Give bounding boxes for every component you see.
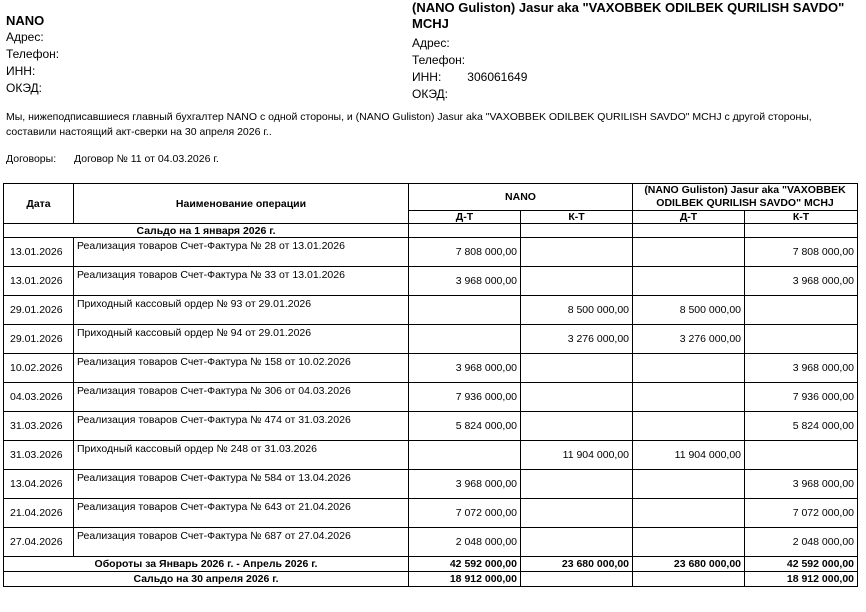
row-operation: Приходный кассовый ордер № 94 от 29.01.2026 [74,325,409,354]
row-nano-debit [409,441,521,470]
turnover-d2: 23 680 000,00 [633,557,745,572]
party1-credit-header: К-Т [521,211,633,224]
row-operation: Приходный кассовый ордер № 248 от 31.03.2026 [74,441,409,470]
turnover-d1: 42 592 000,00 [409,557,521,572]
turnover-label: Обороты за Январь 2026 г. - Апрель 2026 г. [4,557,409,572]
row-partner-credit: 7 936 000,00 [745,383,858,412]
table-row [4,470,858,499]
row-nano-debit: 2 048 000,00 [409,528,521,557]
row-operation: Реализация товаров Счет-Фактура № 306 от 04.03.2026 [74,383,409,412]
table-row [4,383,858,412]
row-date: 31.03.2026 [4,441,74,470]
row-partner-debit [633,354,745,383]
contracts-line [6,153,219,165]
intro-line1: Мы, нижеподписавшиеся главный бухгалтер NANO с одной стороны, и (NANO Guliston) Jasur aka "VAXOBBEK ODILBEK QURILISH SAVDO" MCHJ с другой стороны, [6,111,812,123]
row-partner-debit: 3 276 000,00 [633,325,745,354]
row-nano-credit: 11 904 000,00 [521,441,633,470]
row-partner-debit [633,528,745,557]
row-partner-debit [633,238,745,267]
table-row [4,238,858,267]
party1-header: NANO [409,184,633,211]
row-date: 29.01.2026 [4,296,74,325]
row-partner-credit: 7 808 000,00 [745,238,858,267]
row-partner-debit [633,267,745,296]
party2-debit-header: Д-Т [633,211,745,224]
intro-text [6,110,858,140]
row-nano-debit: 3 968 000,00 [409,354,521,383]
table-row [4,296,858,325]
row-nano-credit [521,470,633,499]
row-nano-debit: 3 968 000,00 [409,470,521,499]
closing-balance-label: Сальдо на 30 апреля 2026 г. [4,572,409,587]
party1-debit-header: Д-Т [409,211,521,224]
table-row [4,354,858,383]
row-partner-credit: 7 072 000,00 [745,499,858,528]
row-operation: Реализация товаров Счет-Фактура № 584 от 13.04.2026 [74,470,409,499]
row-nano-credit [521,412,633,441]
row-operation: Реализация товаров Счет-Фактура № 687 от 27.04.2026 [74,528,409,557]
opening-balance-label: Сальдо на 1 января 2026 г. [4,224,409,238]
table-row [4,499,858,528]
right-address-label: Адрес: [412,36,450,50]
row-partner-credit: 3 968 000,00 [745,267,858,296]
row-partner-debit: 11 904 000,00 [633,441,745,470]
opening-balance-row [4,224,858,238]
left-phone-label: Телефон: [6,47,60,61]
row-nano-debit: 7 072 000,00 [409,499,521,528]
opening-k1 [521,224,633,238]
row-nano-credit [521,354,633,383]
row-partner-debit [633,470,745,499]
row-date: 13.01.2026 [4,267,74,296]
row-date: 29.01.2026 [4,325,74,354]
table-row [4,528,858,557]
opening-d2 [633,224,745,238]
row-operation: Приходный кассовый ордер № 93 от 29.01.2026 [74,296,409,325]
left-party-block [6,13,61,97]
contracts-label: Договоры: [6,153,57,165]
row-partner-debit [633,499,745,528]
row-partner-credit: 5 824 000,00 [745,412,858,441]
row-operation: Реализация товаров Счет-Фактура № 33 от 13.01.2026 [74,267,409,296]
contracts-value: Договор № 11 от 04.03.2026 г. [74,153,219,165]
row-partner-credit [745,296,858,325]
row-nano-debit: 7 936 000,00 [409,383,521,412]
table-header-row [4,184,858,211]
right-party-name-line2: MCHJ [412,16,449,31]
table-row [4,267,858,296]
right-party-name-line1: (NANO Guliston) Jasur aka "VAXOBBEK ODILBEK QURILISH SAVDO" [412,0,845,15]
row-nano-debit [409,325,521,354]
closing-d2 [633,572,745,587]
closing-k1 [521,572,633,587]
row-partner-debit: 8 500 000,00 [633,296,745,325]
col-date-header: Дата [4,184,74,224]
table-row [4,441,858,470]
row-nano-credit [521,499,633,528]
row-partner-credit [745,441,858,470]
right-inn-value: 306061649 [467,70,528,84]
row-date: 04.03.2026 [4,383,74,412]
turnover-k2: 42 592 000,00 [745,557,858,572]
left-party-name: NANO [6,13,45,28]
row-partner-debit [633,383,745,412]
row-partner-credit: 3 968 000,00 [745,470,858,499]
row-date: 13.01.2026 [4,238,74,267]
row-partner-credit: 3 968 000,00 [745,354,858,383]
row-date: 10.02.2026 [4,354,74,383]
row-nano-credit [521,528,633,557]
opening-d1 [409,224,521,238]
row-nano-credit [521,267,633,296]
right-inn-label: ИНН: [412,70,442,84]
left-okad-label: ОКЭД: [6,81,43,95]
row-nano-debit: 5 824 000,00 [409,412,521,441]
closing-balance-row [4,572,858,587]
row-operation: Реализация товаров Счет-Фактура № 158 от 10.02.2026 [74,354,409,383]
row-nano-debit [409,296,521,325]
left-address-label: Адрес: [6,30,44,44]
row-operation: Реализация товаров Счет-Фактура № 474 от 31.03.2026 [74,412,409,441]
right-okad-label: ОКЭД: [412,87,449,101]
col-operation-header: Наименование операции [74,184,409,224]
party2-header-line2: ODILBEK QURILISH SAVDO" MCHJ [656,197,834,209]
row-nano-credit [521,383,633,412]
left-inn-label: ИНН: [6,64,36,78]
row-nano-debit: 3 968 000,00 [409,267,521,296]
row-nano-credit: 8 500 000,00 [521,296,633,325]
turnover-k1: 23 680 000,00 [521,557,633,572]
table-row [4,325,858,354]
right-phone-label: Телефон: [412,53,466,67]
row-date: 21.04.2026 [4,499,74,528]
row-nano-credit [521,238,633,267]
row-date: 13.04.2026 [4,470,74,499]
row-operation: Реализация товаров Счет-Фактура № 28 от 13.01.2026 [74,238,409,267]
row-nano-debit: 7 808 000,00 [409,238,521,267]
closing-k2: 18 912 000,00 [745,572,858,587]
turnover-row [4,557,858,572]
opening-k2 [745,224,858,238]
party2-credit-header: К-Т [745,211,858,224]
closing-d1: 18 912 000,00 [409,572,521,587]
reconciliation-table [3,183,858,587]
party2-header-line1: (NANO Guliston) Jasur aka "VAXOBBEK [644,184,846,196]
party2-header [633,184,858,211]
row-partner-credit: 2 048 000,00 [745,528,858,557]
table-row [4,412,858,441]
intro-line2: составили настоящий акт-сверки на 30 апреля 2026 г.. [6,126,272,138]
row-partner-debit [633,412,745,441]
row-date: 31.03.2026 [4,412,74,441]
right-party-block [412,0,862,103]
row-nano-credit: 3 276 000,00 [521,325,633,354]
row-date: 27.04.2026 [4,528,74,557]
row-partner-credit [745,325,858,354]
row-operation: Реализация товаров Счет-Фактура № 643 от 21.04.2026 [74,499,409,528]
